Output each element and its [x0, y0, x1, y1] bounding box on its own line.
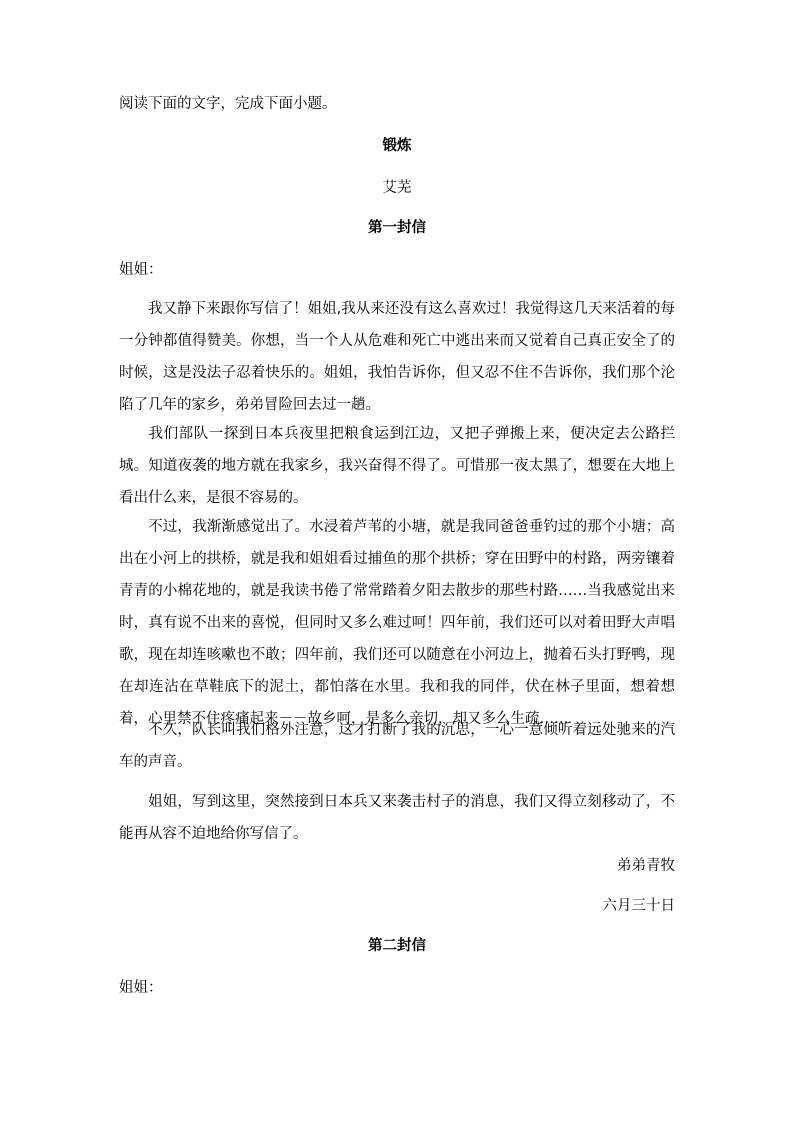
letter-1-paragraph-5-text: 姐姐，写到这里，突然接到日本兵又来袭击村子的消息，我们又得立刻移动了，不能再从容不迫地给你写信了。: [119, 794, 675, 842]
letter-1-salutation: 姐姐：: [119, 262, 163, 278]
letter-1-heading: 第一封信: [368, 220, 426, 236]
letter-1-paragraph-1-text: 我又静下来跟你写信了！姐姐,我从来还没有这么喜欢过！我觉得这几天来活着的每一分钟都值得赞美。你想，当一个人从危难和死亡中逃出来而又觉着自己真正安全了的时候，这是没法子忍着快乐的。姐姐，我怕告诉你，但又忍不住不告诉你，我们那个沦陷了几年的家乡，弟弟冒险回去过一趟。: [119, 301, 675, 413]
letter-1-signature: 弟弟青牧: [617, 858, 675, 874]
letter-2-heading: 第二封信: [368, 938, 426, 954]
letter-1-paragraph-4: [119, 714, 675, 778]
letter-1-paragraph-2: [119, 418, 675, 514]
letter-1-date: 六月三十日: [602, 898, 675, 914]
letter-1-paragraph-3: [119, 511, 675, 735]
article-title: 锻炼: [382, 138, 412, 154]
instruction-text: 阅读下面的文字，完成下面小题。: [119, 96, 337, 112]
letter-1-paragraph-1: [119, 293, 675, 421]
letter-1-paragraph-4-text: 不久，队长叫我们格外注意，这才打断了我的沉思，一心一意倾听着远处驰来的汽车的声音。: [119, 722, 675, 770]
letter-1-paragraph-3-text: 不过，我渐渐感觉出了。水浸着芦苇的小塘，就是我同爸爸垂钓过的那个小塘；高出在小河上的拱桥，就是我和姐姐看过捕鱼的那个拱桥；穿在田野中的村路，两旁镶着青青的小棉花地的，就是我读书倦了常常踏着夕阳去散步的那些村路……当我感觉出来时，真有说不出来的喜悦，但同时又多么难过呵！四年前，我们还可以对着田野大声唱歌，现在却连咳嗽也不敢；四年前，我们还可以随意在小河边上，抛着石头打野鸭，现在却连沾在草鞋底下的泥土，都怕落在水里。我和我的同伴，伏在林子里面，想着想着，心里禁不住疼痛起来－－故乡呵，是多么亲切，却又多么生疏……: [119, 519, 675, 727]
letter-1-paragraph-2-text: 我们部队一探到日本兵夜里把粮食运到江边，又把子弹搬上来，便决定去公路拦城。知道夜袭的地方就在我家乡，我兴奋得不得了。可惜那一夜太黑了，想要在大地上看出什么来，是很不容易的。: [119, 426, 675, 506]
article-author: 艾芜: [382, 180, 412, 196]
letter-1-paragraph-5: [119, 786, 675, 850]
letter-2-salutation: 姐姐：: [119, 980, 163, 996]
